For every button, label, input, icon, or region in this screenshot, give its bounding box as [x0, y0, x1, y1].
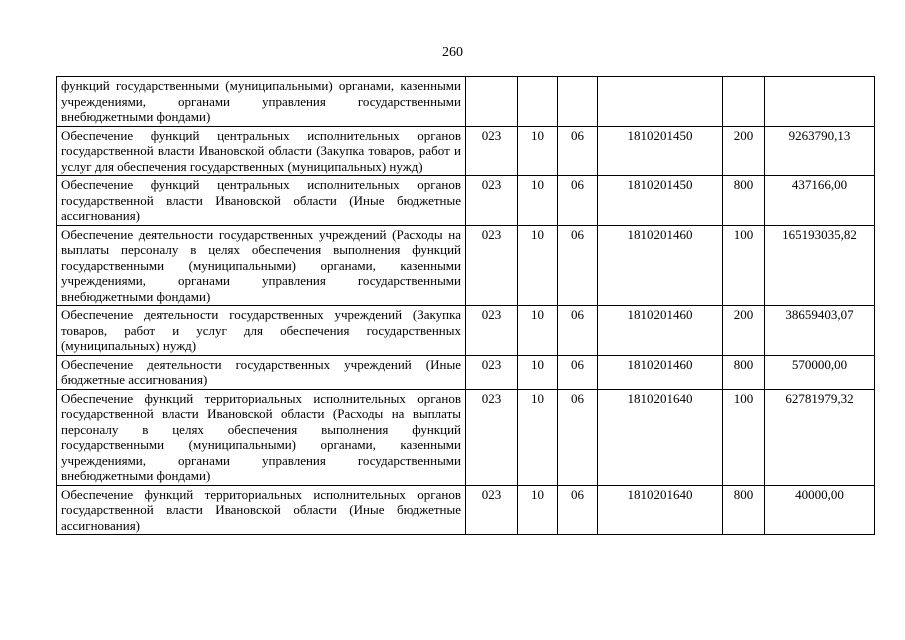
ministry-code-cell: 023 [466, 126, 518, 176]
subsection-code-cell: 06 [558, 389, 598, 485]
amount-cell [765, 77, 875, 127]
budget-table-body [57, 77, 875, 535]
subsection-code-cell: 06 [558, 485, 598, 535]
target-article-cell: 1810201460 [598, 306, 723, 356]
ministry-code-cell: 023 [466, 485, 518, 535]
section-code-cell: 10 [518, 176, 558, 226]
subsection-code-cell [558, 77, 598, 127]
description-cell: Обеспечение функций центральных исполнительных органов государственной власти Ивановской области (Иные бюджетные ассигнования) [57, 176, 466, 226]
budget-table [56, 76, 875, 535]
target-article-cell: 1810201460 [598, 355, 723, 389]
subsection-code-cell: 06 [558, 306, 598, 356]
subsection-code-cell: 06 [558, 176, 598, 226]
ministry-code-cell: 023 [466, 176, 518, 226]
table-row [57, 389, 875, 485]
amount-cell: 38659403,07 [765, 306, 875, 356]
expense-type-cell: 100 [723, 389, 765, 485]
expense-type-cell [723, 77, 765, 127]
description-cell: Обеспечение деятельности государственных учреждений (Иные бюджетные ассигнования) [57, 355, 466, 389]
description-cell: функций государственными (муниципальными) органами, казенными учреждениями, органами управления государственными внебюджетными фондами) [57, 77, 466, 127]
target-article-cell: 1810201640 [598, 485, 723, 535]
section-code-cell: 10 [518, 126, 558, 176]
section-code-cell: 10 [518, 306, 558, 356]
table-row [57, 355, 875, 389]
expense-type-cell: 200 [723, 306, 765, 356]
subsection-code-cell: 06 [558, 355, 598, 389]
section-code-cell: 10 [518, 355, 558, 389]
amount-cell: 9263790,13 [765, 126, 875, 176]
description-cell: Обеспечение функций территориальных исполнительных органов государственной власти Ивановской области (Иные бюджетные ассигнования) [57, 485, 466, 535]
description-cell: Обеспечение деятельности государственных учреждений (Закупка товаров, работ и услуг для обеспечения государственных (муниципальных) нужд) [57, 306, 466, 356]
expense-type-cell: 800 [723, 176, 765, 226]
table-row [57, 485, 875, 535]
target-article-cell: 1810201460 [598, 225, 723, 306]
ministry-code-cell [466, 77, 518, 127]
table-row [57, 126, 875, 176]
section-code-cell: 10 [518, 485, 558, 535]
table-row [57, 77, 875, 127]
amount-cell: 437166,00 [765, 176, 875, 226]
target-article-cell: 1810201640 [598, 389, 723, 485]
description-cell: Обеспечение деятельности государственных учреждений (Расходы на выплаты персоналу в целях обеспечения выполнения функций государственными (муниципальными) органами, казенными учреждениями, органами управления государственными внебюджетными фондами) [57, 225, 466, 306]
description-cell: Обеспечение функций территориальных исполнительных органов государственной власти Ивановской области (Расходы на выплаты персоналу в целях обеспечения выполнения функций государственными (муниципальными) органами, казенными учреждениями, органами управления государственными внебюджетными фондами) [57, 389, 466, 485]
target-article-cell: 1810201450 [598, 126, 723, 176]
table-row [57, 176, 875, 226]
ministry-code-cell: 023 [466, 355, 518, 389]
section-code-cell: 10 [518, 389, 558, 485]
amount-cell: 62781979,32 [765, 389, 875, 485]
expense-type-cell: 200 [723, 126, 765, 176]
expense-type-cell: 800 [723, 355, 765, 389]
expense-type-cell: 800 [723, 485, 765, 535]
ministry-code-cell: 023 [466, 306, 518, 356]
expense-type-cell: 100 [723, 225, 765, 306]
table-row [57, 306, 875, 356]
amount-cell: 40000,00 [765, 485, 875, 535]
ministry-code-cell: 023 [466, 389, 518, 485]
ministry-code-cell: 023 [466, 225, 518, 306]
amount-cell: 165193035,82 [765, 225, 875, 306]
table-row [57, 225, 875, 306]
subsection-code-cell: 06 [558, 225, 598, 306]
amount-cell: 570000,00 [765, 355, 875, 389]
subsection-code-cell: 06 [558, 126, 598, 176]
section-code-cell: 10 [518, 225, 558, 306]
section-code-cell [518, 77, 558, 127]
target-article-cell: 1810201450 [598, 176, 723, 226]
target-article-cell [598, 77, 723, 127]
page-number: 260 [442, 45, 463, 60]
description-cell: Обеспечение функций центральных исполнительных органов государственной власти Ивановской области (Закупка товаров, работ и услуг для обеспечения государственных (муниципальных) нужд) [57, 126, 466, 176]
